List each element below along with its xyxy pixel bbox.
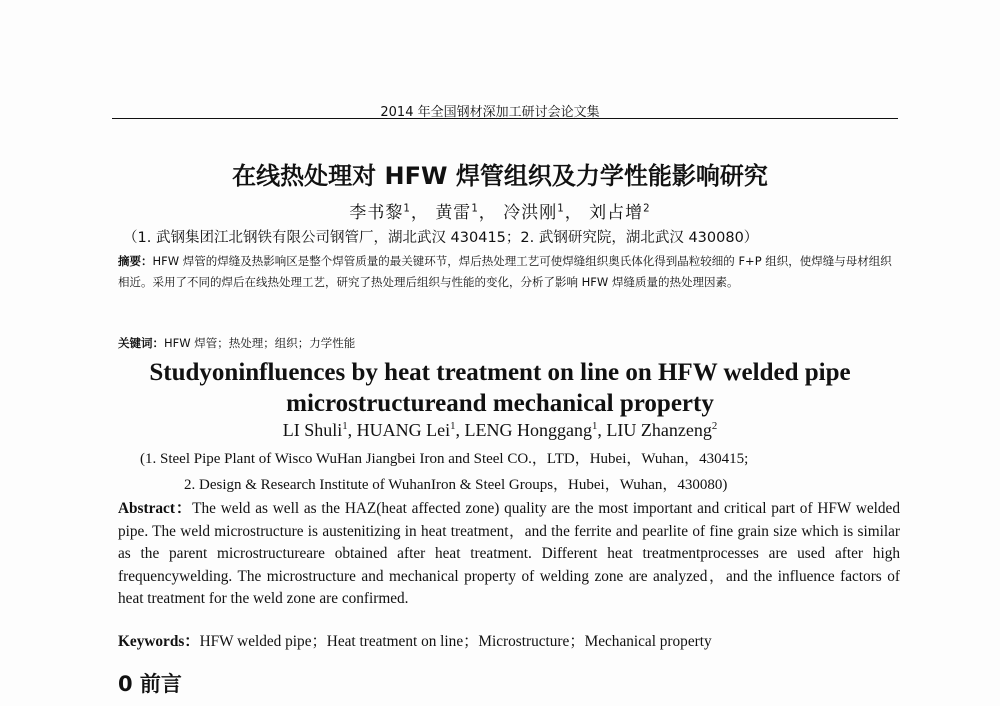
chinese-authors: [0, 198, 1000, 223]
author-name: LENG Honggang: [464, 420, 593, 440]
author-name: 黄雷: [435, 203, 472, 223]
keywords-text: HFW 焊管；热处理；组织；力学性能: [164, 336, 356, 350]
english-affiliation-2: 2. Design & Research Institute of WuhanIron & Steel Groups，Hubei，Wuhan，430080): [184, 477, 728, 493]
english-title: [0, 357, 1000, 419]
header-rule: [112, 118, 898, 119]
chinese-keywords: [118, 335, 355, 351]
chinese-title: 在线热处理对 HFW 焊管组织及力学性能影响研究: [232, 162, 768, 190]
author-separator: ,: [455, 420, 465, 440]
author-separator: ，: [478, 203, 497, 223]
chinese-affiliation: （1. 武钢集团江北钢铁有限公司钢管厂，湖北武汉 430415；2. 武钢研究院，湖北武汉 430080）: [123, 230, 759, 246]
author-separator: ,: [347, 420, 357, 440]
running-header: 2014 年全国钢材深加工研讨会论文集: [380, 105, 600, 120]
author-affil-mark: 1: [450, 420, 456, 432]
section-heading: 0 前言: [118, 672, 182, 696]
keywords-label-colon: ：: [184, 633, 200, 650]
author-affil-mark: 1: [592, 420, 598, 432]
author-affil-mark: 1: [471, 203, 479, 215]
keywords-label: Keywords: [118, 633, 185, 650]
keywords-text: HFW welded pipe；Heat treatment on line；Microstructure；Mechanical property: [199, 633, 712, 650]
keywords-label: 关键词: [118, 336, 153, 350]
author-affil-mark: 1: [342, 420, 348, 432]
author-name: 刘占增: [589, 203, 644, 223]
abstract-text: HFW 焊管的焊缝及热影响区是整个焊管质量的最关键环节，焊后热处理工艺可使焊缝组织奥氏体化得到晶粒较细的 F+P 组织，使焊缝与母材组织相近。采用了不同的焊后在线热处理工艺，研究了热处理后组织与性能的变化，分析了影响 HFW 焊缝质量的热处理因素。: [118, 254, 892, 289]
keywords-label-colon: ：: [152, 336, 164, 350]
abstract-label: Abstract: [118, 500, 175, 517]
author-name: LI Shuli: [282, 420, 343, 440]
english-keywords: [118, 629, 712, 651]
author-name: 李书黎: [349, 203, 404, 223]
author-separator: ,: [597, 420, 607, 440]
author-affil-mark: 1: [403, 203, 411, 215]
abstract-label-colon: ：: [174, 500, 193, 517]
abstract-label: 摘要: [118, 254, 141, 268]
english-title-line-2: microstructureand mechanical property: [286, 390, 714, 417]
author-affil-mark: 2: [643, 203, 651, 215]
english-abstract: [118, 498, 900, 611]
author-affil-mark: 1: [557, 203, 565, 215]
author-name: 冷洪刚: [503, 203, 558, 223]
author-name: HUANG Lei: [356, 420, 451, 440]
english-affiliation-1: (1. Steel Pipe Plant of Wisco WuHan Jiangbei Iron and Steel CO.，LTD，Hubei，Wuhan，430415;: [140, 451, 749, 467]
english-title-line-1: Studyoninfluences by heat treatment on line on HFW welded pipe: [149, 359, 851, 386]
abstract-label-colon: ：: [141, 254, 153, 268]
author-name: LIU Zhanzeng: [606, 420, 712, 440]
author-separator: ，: [410, 203, 429, 223]
english-authors: [0, 420, 1000, 441]
abstract-text: The weld as well as the HAZ(heat affected zone) quality are the most important and critical part of HFW welded pipe. The weld microstructure is austenitizing in heat treatment，and the ferrite and pearlite of fine grain size which is similar as the parent microstructureare obtained after heat treatment. Different heat treatmentprocesses are used after high frequencywelding. The microstructure and mechanical property of welding zone are analyzed，and the influence factors of heat treatment for the weld zone are confirmed.: [118, 500, 900, 607]
author-separator: ，: [564, 203, 583, 223]
chinese-abstract: [118, 251, 898, 293]
author-affil-mark: 2: [711, 420, 718, 432]
